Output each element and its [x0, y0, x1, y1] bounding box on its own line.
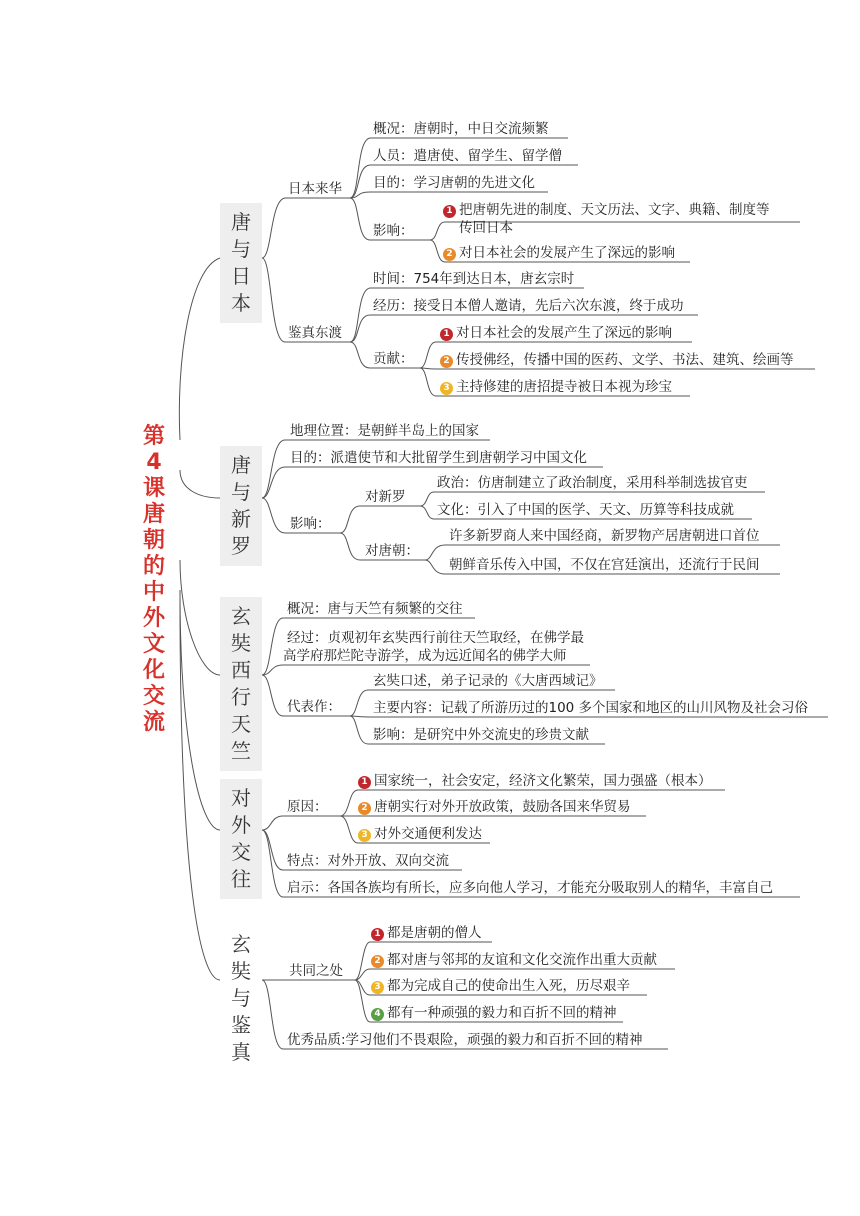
japan-overview: 概况：唐朝时，中日交流频繁: [373, 121, 549, 137]
badge-2-icon: 2: [443, 248, 456, 261]
xuanzang-work-3: 影响：是研究中外交流史的珍贵文献: [373, 727, 589, 743]
title-char: 第: [142, 424, 165, 449]
badge-4-icon: 4: [371, 1008, 384, 1021]
xuanzang-process-b: 高学府那烂陀寺游学，成为远近闻名的佛学大师: [283, 648, 567, 664]
japan-to-china-label: 日本来华: [288, 181, 342, 197]
badge-3-icon: 3: [358, 829, 371, 842]
section-foreign-box: [220, 779, 262, 899]
foreign-reason-1: [358, 772, 712, 790]
jianzhen-contribution-1-text: 对日本社会的发展产生了深远的影响: [456, 325, 672, 341]
title-char: 的: [142, 554, 165, 579]
foreign-lesson: 启示：各国各族均有所长，应多向他人学习，才能充分吸取别人的精华，丰富自己: [287, 880, 773, 896]
jianzhen-contribution-3-text: 主持修建的唐招提寺被日本视为珍宝: [456, 379, 672, 395]
section-japan-box: [220, 203, 262, 323]
both-common-3-text: 都为完成自己的使命出生入死，历尽艰辛: [387, 978, 630, 994]
silla-location: 地理位置：是朝鲜半岛上的国家: [290, 423, 479, 439]
title-char: 中: [142, 580, 165, 605]
foreign-reason-2-text: 唐朝实行对外开放政策，鼓励各国来华贸易: [374, 799, 631, 815]
silla-politics: 政治：仿唐制建立了政治制度，采用科举制选拔官吏: [437, 475, 748, 491]
both-common-3: [371, 977, 630, 995]
silla-tang-2: 朝鲜音乐传入中国，不仅在宫廷演出，还流行于民间: [449, 557, 760, 573]
foreign-feature: 特点：对外开放、双向交流: [287, 853, 449, 869]
badge-1-icon: 1: [443, 205, 456, 218]
xuanzang-process-a: 经过：贞观初年玄奘西行前往天竺取经，在佛学最: [287, 630, 584, 646]
title-char: 流: [142, 710, 165, 735]
section-xuanzang-label: 玄奘西行天竺: [231, 604, 251, 763]
both-common-4: [371, 1004, 617, 1022]
silla-to-silla-label: 对新罗: [365, 489, 406, 505]
badge-1-icon: 1: [358, 776, 371, 789]
title-char: 唐: [142, 502, 165, 527]
lesson-title: [141, 424, 167, 736]
badge-1-icon: 1: [440, 328, 453, 341]
jianzhen-contribution-label: 贡献：: [373, 351, 414, 367]
xuanzang-works-label: 代表作：: [287, 699, 341, 715]
badge-2-icon: 2: [371, 955, 384, 968]
title-char: 课: [142, 476, 165, 501]
section-japan-label: 唐与日本: [231, 210, 251, 315]
section-silla-box: [220, 446, 262, 566]
section-both-label: 玄奘与鉴真: [231, 932, 251, 1064]
both-common-2: [371, 951, 657, 969]
both-common-2-text: 都对唐与邻邦的友谊和文化交流作出重大贡献: [387, 952, 657, 968]
section-silla-label: 唐与新罗: [231, 453, 251, 558]
both-quality: 优秀品质:学习他们不畏艰险，顽强的毅力和百折不回的精神: [287, 1032, 643, 1048]
both-common-4-text: 都有一种顽强的毅力和百折不回的精神: [387, 1005, 617, 1021]
both-common-1: [371, 924, 482, 942]
section-foreign-label: 对外交往: [231, 786, 251, 891]
jianzhen-time: 时间：754年到达日本，唐玄宗时: [373, 271, 575, 287]
title-char: 文: [142, 632, 165, 657]
jianzhen-contribution-3: [440, 378, 672, 396]
foreign-reason-2: [358, 798, 631, 816]
japan-impact-2: [443, 244, 675, 262]
title-char: 外: [142, 606, 165, 631]
badge-2-icon: 2: [440, 355, 453, 368]
japan-people: 人员：遣唐使、留学生、留学僧: [373, 148, 562, 164]
jianzhen-contribution-2-text: 传授佛经，传播中国的医药、文学、书法、建筑、绘画等: [456, 352, 794, 368]
jianzhen-contribution-1: [440, 324, 672, 342]
foreign-reason-1-text: 国家统一，社会安定，经济文化繁荣，国力强盛（根本）: [374, 773, 712, 789]
japan-impact-2-text: 对日本社会的发展产生了深远的影响: [459, 245, 675, 261]
japan-impact-1: [443, 201, 770, 219]
badge-2-icon: 2: [358, 802, 371, 815]
foreign-reason-3-text: 对外交通便利发达: [374, 826, 482, 842]
title-char: 朝: [142, 528, 165, 553]
jianzhen-experience: 经历：接受日本僧人邀请，先后六次东渡，终于成功: [373, 298, 684, 314]
japan-purpose: 目的：学习唐朝的先进文化: [373, 175, 535, 191]
xuanzang-overview: 概况：唐与天竺有频繁的交往: [287, 601, 463, 617]
section-both-box: [220, 925, 262, 1072]
both-common-label: 共同之处: [289, 963, 343, 979]
section-xuanzang-box: [220, 597, 262, 771]
japan-impact-label: 影响：: [373, 223, 414, 239]
jianzhen-label: 鉴真东渡: [288, 325, 342, 341]
silla-tang-1: 许多新罗商人来中国经商，新罗物产居唐朝进口首位: [449, 528, 760, 544]
silla-to-tang-label: 对唐朝：: [365, 543, 419, 559]
badge-3-icon: 3: [440, 382, 453, 395]
japan-impact-1-text: 把唐朝先进的制度、天文历法、文字、典籍、制度等: [459, 202, 770, 218]
foreign-reason-label: 原因：: [287, 799, 328, 815]
foreign-reason-3: [358, 825, 482, 843]
badge-3-icon: 3: [371, 981, 384, 994]
xuanzang-work-2: 主要内容：记载了所游历过的100 多个国家和地区的山川风物及社会习俗: [373, 700, 809, 716]
silla-purpose: 目的：派遣使节和大批留学生到唐朝学习中国文化: [290, 450, 587, 466]
title-char: 4: [146, 450, 162, 475]
silla-impact-label: 影响：: [290, 516, 331, 532]
jianzhen-contribution-2: [440, 351, 794, 369]
silla-culture: 文化：引入了中国的医学、天文、历算等科技成就: [437, 502, 734, 518]
xuanzang-work-1: 玄奘口述，弟子记录的《大唐西域记》: [373, 673, 603, 689]
title-char: 交: [142, 684, 165, 709]
japan-impact-1-cont: 传回日本: [459, 220, 513, 236]
badge-1-icon: 1: [371, 928, 384, 941]
both-common-1-text: 都是唐朝的僧人: [387, 925, 482, 941]
title-char: 化: [142, 658, 165, 683]
